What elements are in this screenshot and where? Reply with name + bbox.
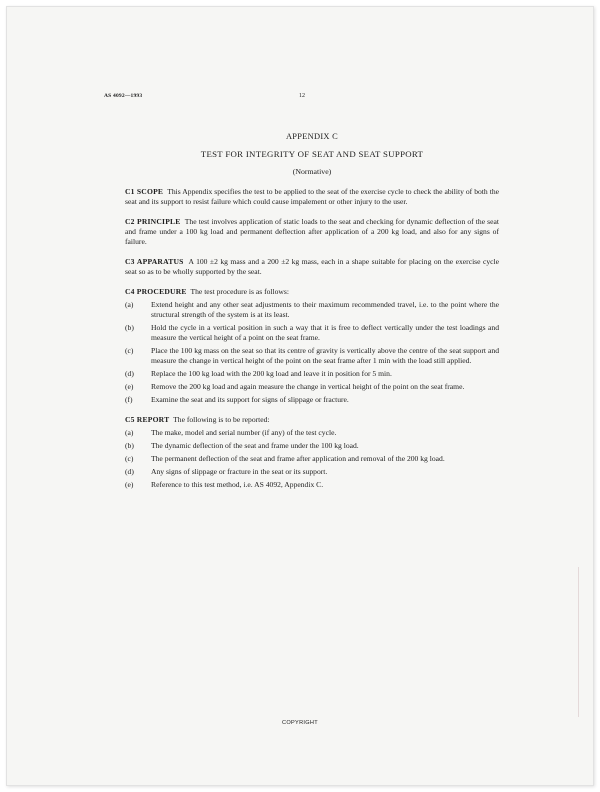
page-number: 12 (299, 93, 305, 99)
section-c4-text: The test procedure is as follows: (190, 287, 289, 297)
list-item-label: (e) (125, 480, 134, 490)
section-c5-text: The following is to be reported: (173, 415, 270, 425)
section-c2-text: The test involves application of static loads to the seat and checking for dynamic deflection of the seat and frame under a 100 kg load and permanent deflection after application of a 200 kg load, and also for any signs of failure. (125, 217, 499, 247)
list-item-text: The dynamic deflection of the seat and frame under the 100 kg load. (151, 441, 359, 451)
list-item (125, 369, 499, 379)
list-item-label: (b) (125, 441, 134, 451)
section-c2-paragraph (125, 217, 499, 247)
appendix-label: APPENDIX C (285, 132, 339, 141)
list-item (125, 323, 499, 343)
section-c4-heading: C4 PROCEDURE (125, 287, 187, 297)
list-item (125, 346, 499, 366)
list-item (125, 480, 499, 490)
list-item-label: (a) (125, 300, 134, 310)
list-item-text: Hold the cycle in a vertical position in such a way that it is free to deflect vertically under the test loadings and measure the vertical height of a point on the seat frame. (151, 323, 499, 343)
scan-edge-mark (578, 567, 579, 717)
section-c1-heading: C1 SCOPE (125, 186, 164, 196)
list-item (125, 395, 499, 405)
appendix-title: TEST FOR INTEGRITY OF SEAT AND SEAT SUPPORT (200, 149, 424, 160)
list-item-text: The make, model and serial number (if any) of the test cycle. (151, 428, 337, 438)
section-c2-principle (125, 217, 499, 247)
list-item-label: (c) (125, 346, 134, 356)
document-body (125, 131, 499, 490)
list-item-label: (c) (125, 454, 134, 464)
list-item-label: (d) (125, 369, 134, 379)
list-item-text: Extend height and any other seat adjustments to their maximum recommended travel, i.e. to the point where the structural strength of the system is at its least. (151, 300, 499, 320)
section-c5-heading: C5 REPORT (125, 415, 170, 425)
list-item-label: (f) (125, 395, 133, 405)
list-item (125, 441, 499, 451)
section-c4-paragraph (125, 287, 499, 297)
list-item-text: Remove the 200 kg load and again measure the change in vertical height of the point on the seat frame. (151, 382, 465, 392)
section-c3-paragraph (125, 257, 499, 277)
section-c1-scope (125, 187, 499, 207)
list-item (125, 300, 499, 320)
list-item-label: (a) (125, 428, 134, 438)
section-c1-paragraph (125, 187, 499, 207)
report-list (125, 428, 499, 490)
list-item-text: Replace the 100 kg load with the 200 kg load and leave it in position for 5 min. (151, 369, 392, 379)
list-item-text: Reference to this test method, i.e. AS 4092, Appendix C. (151, 480, 324, 490)
section-c3-apparatus (125, 257, 499, 277)
list-item-label: (e) (125, 382, 134, 392)
list-item-text: Examine the seat and its support for signs of slippage or fracture. (151, 395, 349, 405)
list-item-label: (b) (125, 323, 134, 333)
list-item (125, 428, 499, 438)
appendix-type: (Normative) (292, 166, 332, 176)
section-c1-text: This Appendix specifies the test to be applied to the seat of the exercise cycle to check the ability of both the seat and its support to resist failure which could cause impalement or other injury to the user. (125, 186, 499, 206)
list-item (125, 382, 499, 392)
list-item-text: Place the 100 kg mass on the seat so that its centre of gravity is vertically above the centre of the seat support and measure the change in vertical height of the point on the seat frame after 1 min with the load still applied. (151, 346, 499, 366)
section-c5-report (125, 415, 499, 490)
list-item-label: (d) (125, 467, 134, 477)
list-item-text: The permanent deflection of the seat and frame after application and removal of the 200 kg load. (151, 454, 445, 464)
section-c3-heading: C3 APPARATUS (125, 257, 184, 267)
copyright-footer: COPYRIGHT (282, 720, 318, 726)
list-item-text: Any signs of slippage or fracture in the seat or its support. (151, 467, 328, 477)
running-header-standard: AS 4092—1993 (104, 93, 143, 99)
procedure-list (125, 300, 499, 405)
section-c4-procedure (125, 287, 499, 405)
list-item (125, 467, 499, 477)
section-c5-paragraph (125, 415, 499, 425)
list-item (125, 454, 499, 464)
section-c3-text: A 100 ±2 kg mass and a 200 ±2 kg mass, each in a shape suitable for placing on the exercise cycle seat so as to be wholly supported by the seat. (125, 257, 499, 277)
document-page (6, 6, 594, 786)
section-c2-heading: C2 PRINCIPLE (125, 217, 181, 227)
